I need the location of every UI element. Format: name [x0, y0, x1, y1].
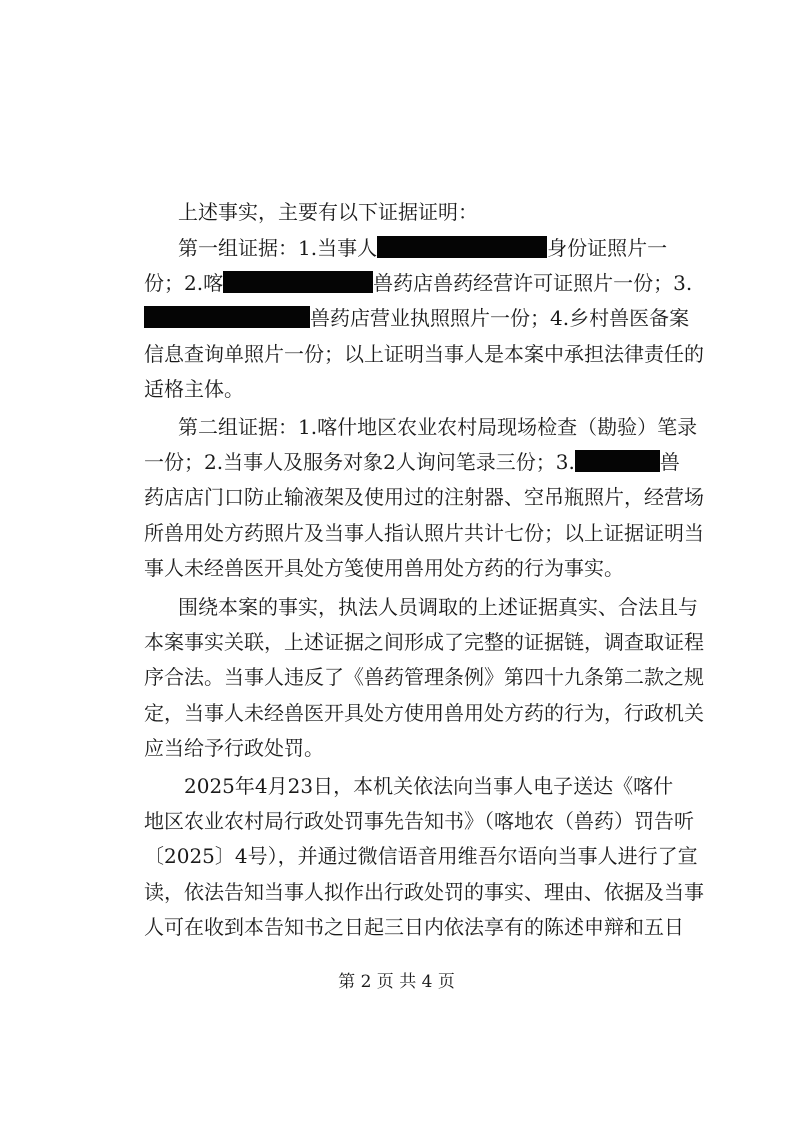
text-line: 信息查询单照片一份；以上证明当事人是本案中承担法律责任的 — [144, 342, 704, 366]
text-line: 2025年4月23日，本机关依法向当事人电子送达《喀什 — [184, 774, 674, 798]
text-line: 〔2025〕4号），并通过微信语音用维吾尔语向当事人进行了宣 — [144, 844, 698, 868]
text-line: 序合法。当事人违反了《兽药管理条例》第四十九条第二款之规 — [144, 665, 704, 689]
text-line: 一份；2.当事人及服务对象2人询问笔录三份；3. 兽 — [144, 450, 680, 474]
text-line: 应当给予行政处罚。 — [144, 736, 324, 760]
text-line: 兽药店营业执照照片一份；4.乡村兽医备案 — [144, 306, 659, 330]
text-line: 第二组证据：1.喀什地区农业农村局现场检查（勘验）笔录 — [178, 415, 698, 439]
text-line: 定，当事人未经兽医开具处方使用兽用处方药的行为，行政机关 — [144, 701, 704, 725]
redaction-block — [223, 271, 373, 293]
text-line: 药店店门口防止输液架及使用过的注射器、空吊瓶照片，经营场 — [144, 485, 704, 509]
text-line: 围绕本案的事实，执法人员调取的上述证据真实、合法且与 — [178, 595, 698, 619]
redaction-block — [377, 236, 547, 258]
text-line: 份；2.喀 兽药店兽药经营许可证照片一份；3. — [144, 271, 693, 295]
text-line: 读，依法告知当事人拟作出行政处罚的事实、理由、依据及当事 — [144, 880, 704, 904]
text-line: 事人未经兽医开具处方笺使用兽用处方药的行为事实。 — [144, 556, 624, 580]
text-line: 人可在收到本告知书之日起三日内依法享有的陈述申辩和五日 — [144, 915, 684, 939]
text-line: 地区农业农村局行政处罚事先告知书》（喀地农（兽药）罚告听 — [144, 809, 694, 833]
redaction-block — [144, 306, 310, 328]
text-line: 所兽用处方药照片及当事人指认照片共计七份；以上证据证明当 — [144, 521, 704, 545]
redaction-block — [575, 450, 660, 472]
text-line: 第一组证据：1.当事人 身份证照片一 — [178, 236, 668, 260]
text-line: 上述事实，主要有以下证据证明： — [178, 200, 478, 224]
text-line: 本案事实关联，上述证据之间形成了完整的证据链，调查取证程 — [144, 630, 704, 654]
page-number-footer: 第 2 页 共 4 页 — [338, 972, 455, 992]
text-line: 适格主体。 — [144, 377, 244, 401]
